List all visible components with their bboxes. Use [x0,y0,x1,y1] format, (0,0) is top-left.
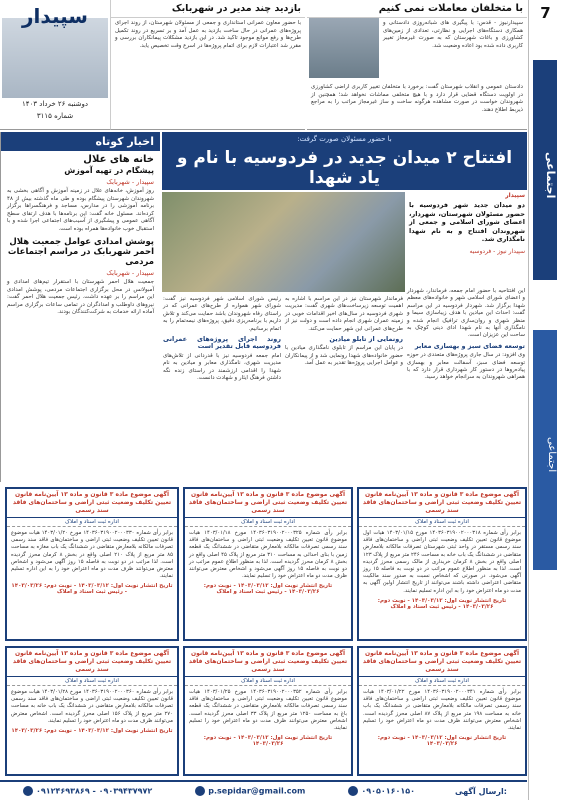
main-col2-subhead: رونمایی از تابلو میادین [329,335,403,344]
issue-date: دوشنبه ۲۶ خرداد ۱۴۰۳ [22,100,88,108]
notice-footer: تاریخ انتشار نوبت اول: ۱۴۰۳/۰۳/۱۲ - نوبت دوم: ۱۴۰۳/۰۳/۲۶ - رئیس ثبت اسناد و املاک [203,583,333,596]
legal-notice[interactable] [183,487,353,641]
notice-header: آگهی موضوع ماده ۳ قانون و ماده ۱۳ آیین‌نامه قانون تعیین تکلیف وضعیت ثبتی اراضی و ساختمان‌های فاقد سند رسمی [185,648,351,677]
short-news-column [0,132,160,482]
notice-footer: تاریخ انتشار نوبت اول: ۱۴۰۳/۰۳/۱۲ - نوبت دوم: ۱۴۰۳/۰۳/۲۶ [11,728,173,735]
notice-header: آگهی موضوع ماده ۳ قانون و ماده ۱۳ آیین‌نامه قانون تعیین تکلیف وضعیت ثبتی اراضی و ساختمان‌های فاقد سند رسمی [7,648,177,677]
main-col2-more: در پایان این مراسم از تابلوی نامگذاری میادین با حضور خانواده‌های شهدا رونمایی شد و از پیمانکاران و عوامل اجرایی پروژه‌ها تقدیر به عمل آمد. [285,345,403,367]
notice-subheader: اداره ثبت اسناد و املاک [185,518,351,527]
notice-header: آگهی موضوع ماده ۳ قانون و ماده ۱۳ آیین‌نامه قانون تعیین تکلیف وضعیت ثبتی اراضی و ساختمان‌های فاقد سند رسمی [185,489,351,518]
legal-notice[interactable] [357,646,527,776]
masthead [0,0,110,130]
page-footer [0,780,527,800]
notice-body: برابر رأی شماره ۱۴۰۳۶۰۳۱۹۰۰۲۰۰۰۳۶۰ مورخ ۱۴۰۳/۰۱/۲۸ هیات موضوع قانون تعیین تکلیف وضعیت ثبتی اراضی و ساختمان‌های فاقد سند رسمی تصرفات مالکانه بلامعارض متقاضی در ششدانگ یک باب خانه به مساحت ۲۷۰ متر مربع از پلاک ۱۵۶ اصلی محرز گردیده است. اشخاص معترض می‌توانند ظرف مدت دو ماه اعتراض خود را تسلیم نمایند. [11,689,173,724]
short-news-title[interactable]: خانه های علال [83,154,154,165]
notice-body: برابر رأی شماره ۱۴۰۳۶۰۳۱۹۰۰۲۰۰۰۳۴۱ مورخ ۱۴۰۳/۰۱/۲۲ هیات موضوع قانون تعیین تکلیف وضعیت ثبتی اراضی و ساختمان‌های فاقد سند رسمی تصرفات مالکانه بلامعارض متقاضی در ششدانگ یک باب خانه به مساحت ۱۹۸ متر مربع از پلاک ۸۷ اصلی محرز گردیده است. اشخاص معترض می‌توانند ظرف مدت دو ماه اعتراض خود را تسلیم نمایند. [363,689,521,732]
main-lead-text: دو میدان جدید شهر فردوسیه با حضور مسئولان شهرستان، شهردار، اعضای شورای اسلامی و جمعی از شهروندان افتتاح و به نام شهدا نامگذاری شد. [409,201,525,243]
mid-news-body: با حضور معاون عمرانی استانداری و جمعی از مسئولان شهرستان، از روند اجرای پروژه‌های عمرانی در حال ساخت بازدید به عمل آمد و بر تسریع در روند تکمیل طرح‌ها و رفع موانع موجود تاکید شد. در این بازدید مشکلات پیمانکاران بررسی و مقرر شد اعتبارات لازم برای اتمام پروژه‌ها در اسرع وقت تخصیص یابد. [115,20,301,49]
legal-notice[interactable] [5,646,179,776]
notice-body: برابر رأی شماره ۱۴۰۳۶۰۳۱۹۰۰۲۰۰۰۳۱۸ مورخ ۱۴۰۳/۰۱/۱۵ هیات اول موضوع قانون تعیین تکلیف وضعیت ثبتی اراضی و ساختمان‌های فاقد سند رسمی مستقر در واحد ثبتی شهرستان تصرفات مالکانه بلامعارض متقاضی در ششدانگ یک باب خانه به مساحت ۲۴۶ متر مربع از پلاک ۱۲۳ اصلی واقع در بخش ۸ کرمان خریداری از مالک رسمی محرز گردیده است. لذا به منظور اطلاع عموم مراتب در دو نوبت به فاصله ۱۵ روز آگهی می‌شود. در صورتی که اشخاص نسبت به صدور سند مالکیت متقاضی اعتراضی داشته باشند می‌توانند از تاریخ انتشار اولین آگهی به مدت دو ماه اعتراض خود را به این اداره تسلیم نمایند. [363,530,521,594]
main-story-column-3 [163,296,281,483]
notice-footer: تاریخ انتشار نوبت اول: ۱۴۰۳/۰۳/۱۲ - نوبت دوم: ۱۴۰۳/۰۳/۲۶ - رئیس ثبت اسناد و املاک [11,583,173,596]
short-news-body: روز آموزش، خانه‌های علال در زمینه آموزش و آگاهی بخشی به شهروندان شهرستان پیشگام بوده و طی ماه گذشته بیش از ۴۸ برنامه آموزشی را در مدارس، مساجد و فرهنگسراها برگزار کرده‌اند. مسئول خانه گفت: این برنامه‌ها با هدف ارتقای سطح آگاهی عمومی و پیشگیری از آسیب‌های اجتماعی اجرا شده و با استقبال خوب خانواده‌ها همراه بوده است. [7,188,154,232]
section-label: اجتماعی [533,60,557,280]
notice-subheader: اداره ثبت اسناد و املاک [359,677,525,686]
notice-body: برابر رأی شماره ۱۴۰۳۶۰۳۱۹۰۰۲۰۰۰۳۲۵ مورخ ۱۴۰۳/۰۱/۱۸ هیات موضوع قانون تعیین تکلیف وضعیت ثبتی اراضی و ساختمان‌های فاقد سند رسمی تصرفات مالکانه بلامعارض متقاضی در ششدانگ یک قطعه زمین با بنای احداثی به مساحت ۳۱۰ متر مربع از پلاک ۴۵ اصلی واقع در بخش ۸ کرمان محرز گردیده است. لذا به منظور اطلاع عموم مراتب در دو نوبت به فاصله ۱۵ روز آگهی می‌شود و اشخاص معترض می‌توانند ظرف مدت دو ماه اعتراض خود را تسلیم نمایند. [189,530,347,580]
notice-header: آگهی موضوع ماده ۳ قانون و ماده ۱۳ آیین‌نامه قانون تعیین تکلیف وضعیت ثبتی اراضی و ساختمان‌های فاقد سند رسمی [359,648,525,677]
main-byline: سپیدار نیوز - فردوسیه [469,247,525,255]
email-icon [195,786,205,796]
notice-footer: تاریخ انتشار نوبت اول: ۱۴۰۳/۰۳/۱۲ - نوبت دوم: ۱۴۰۳/۰۳/۲۶ [203,735,333,748]
top-news-body: سپیدارنیوز - قدس: با پیگیری های شبانه‌روزی دادستانی و همکاری دستگاه‌های اجرایی و نظارتی، تعدادی از زمین‌های کشاورزی و باغات شهرستان که به صورت غیرمجاز تغییر کاربری داده شده بود اعاده وضعیت شد. [383,20,523,49]
short-news-byline-2: سپیدار - شهربابک [106,269,154,277]
main-lead [407,192,527,284]
main-col3-subhead: روند اجرای پروژه‌های عمرانی فردوسیه قابل تقدیر است [163,335,281,351]
notice-subheader: اداره ثبت اسناد و املاک [185,677,351,686]
main-headline[interactable]: افتتاح ۲ میدان جدید در فردوسیه با نام و یاد شهدا [176,148,513,188]
notice-subheader: اداره ثبت اسناد و املاک [7,518,177,527]
top-news-article [307,0,527,130]
short-news-body-2: جمعیت هلال احمر شهرستان با استقرار تیم‌های امدادی و آمبولانس در محل برگزاری اجتماعات مردمی، پوشش امدادی این مراسم را بر عهده داشت. رئیس جمعیت هلال احمر گفت: نیروهای داوطلب و امدادگران در تمامی ساعات برگزاری مراسم آماده ارائه خدمات به شرکت‌کنندگان بودند. [7,279,154,315]
notice-subheader: اداره ثبت اسناد و املاک [359,518,525,527]
footer-email[interactable]: p.sepidar@gmail.com [192,786,305,796]
notice-subheader: اداره ثبت اسناد و املاک [7,677,177,686]
notice-body: برابر رأی شماره ۱۴۰۳۶۰۳۱۹۰۰۲۰۰۰۳۳۰ مورخ ۱۴۰۳/۰۱/۲۰ هیات موضوع قانون تعیین تکلیف وضعیت ثبتی اراضی و ساختمان‌های فاقد سند رسمی تصرفات مالکانه بلامعارض متقاضی در ششدانگ یک باب مغازه به مساحت ۸۵ متر مربع از پلاک ۲۱۰ اصلی واقع در بخش ۸ کرمان محرز گردیده است. لذا مراتب در دو نوبت به فاصله ۱۵ روز آگهی می‌شود و اشخاص معترض می‌توانند ظرف مدت دو ماه اعتراض خود را به این اداره تسلیم نمایند. [11,530,173,580]
section-label-secondary: اجتماعی [533,330,557,570]
main-col3-text: رئیس شورای اسلامی شهر فردوسیه نیز گفت: شورای شهر همواره از طرح‌های عمرانی که در راستای رفاه شهروندان باشد حمایت می‌کند و تلاش داریم با برنامه‌ریزی دقیق، پروژه‌های نیمه‌تمام را به اتمام برسانیم. [163,296,281,332]
short-news-band: اخبار کوتاه [1,132,160,151]
main-col1-more: وی افزود: در سال جاری پروژه‌های متعددی در حوزه توسعه فضای سبز، آسفالت معابر و بهسازی پیاده‌روها در دستور کار شهرداری قرار دارد که با همراهی شهروندان به سرانجام خواهد رسید. [407,352,525,381]
legal-notice[interactable] [183,646,353,776]
main-story-photo [162,192,405,292]
phone-icon [23,786,33,796]
notice-body: برابر رأی شماره ۱۴۰۳۶۰۳۱۹۰۰۲۰۰۰۳۵۲ مورخ ۱۴۰۳/۰۱/۲۵ هیات موضوع قانون تعیین تکلیف وضعیت ثبتی اراضی و ساختمان‌های فاقد سند رسمی تصرفات مالکانه بلامعارض متقاضی در ششدانگ یک قطعه باغ به مساحت ۱۲۵۰ متر مربع از پلاک ۳۳ اصلی محرز گردیده است. اشخاص معترض می‌توانند ظرف مدت دو ماه اعتراض خود را تسلیم نمایند. [189,689,347,732]
footer-label: ارسال آگهی: [455,786,507,796]
main-col1-text: این افتتاحیه با حضور امام جمعه، فرماندار، شهردار و اعضای شورای اسلامی شهر و خانواده‌های معظم شهدا برگزار شد. شهردار فردوسیه در این مراسم گفت: احداث این میادین با هدف زیباسازی سیما و منظر شهری و روان‌سازی ترافیک انجام شده و نامگذاری آنها به نام شهدا ادای دینی کوچک به ساحت این عزیزان است. [407,288,525,339]
masthead-photo [2,18,108,98]
page-number: 7 [540,4,551,22]
main-headline-banner [162,132,527,190]
short-news-byline: سپیدار - شهربابک [106,178,154,186]
main-kicker: با حضور مسئولان صورت گرفت: [297,135,392,143]
mid-news-article [110,0,305,130]
section-strip [528,0,561,800]
notice-header: آگهی موضوع ماده ۳ قانون و ماده ۱۳ آیین‌نامه قانون تعیین تکلیف وضعیت ثبتی اراضی و ساختمان‌های فاقد سند رسمی [7,489,177,518]
notice-footer: تاریخ انتشار نوبت اول: ۱۴۰۳/۰۳/۱۲ - نوبت دوم: ۱۴۰۳/۰۳/۲۶ - رئیس ثبت اسناد و املاک [377,597,507,610]
main-col1-subhead: توسعه فضای سبز و بهسازی معابر [414,341,525,350]
main-col2-text: فرماندار شهرستان نیز در این مراسم با اشاره به اهمیت توسعه زیرساخت‌های شهری گفت: مدیریت شهری فردوسیه در سال‌های اخیر اقدامات خوبی در زمینه عمران شهری انجام داده است و دولت نیز از طرح‌های عمرانی این شهر حمایت می‌کند. [285,296,403,332]
mid-news-headline[interactable]: بازدید چند مدیر در شهربابک [111,0,305,18]
short-news-subtitle: پیشگام در تهیه آموزش [64,166,154,175]
top-news-photo [309,18,379,78]
footer-phone-2[interactable]: ۰۹۱۲۴۶۹۳۸۶۹ - ۰۹۰۳۹۴۳۷۹۷۲ [20,786,152,796]
legal-notice[interactable] [357,487,527,641]
footer-phone-1[interactable]: ۰۹۰۵۰۱۶۰۱۵۰ [345,786,415,796]
notice-footer: تاریخ انتشار نوبت اول: ۱۴۰۳/۰۳/۱۲ - نوبت دوم: ۱۴۰۳/۰۳/۲۶ [377,735,507,748]
phone-icon [348,786,358,796]
newspaper-logo: سپیدار [22,4,88,28]
main-lead-label: سپیدار [505,192,525,199]
short-news-title-2[interactable]: پوشش امدادی عوامل جمعیت هلال احمر شهربابک در مراسم اجتماعات مردمی [7,237,154,267]
top-news-headline[interactable]: با متخلفان معاملات نمی کنیم [307,0,527,18]
main-story-column-1 [407,288,525,483]
issue-number: شماره ۳۱۱۵ [36,112,74,120]
legal-notice[interactable] [5,487,179,641]
notice-header: آگهی موضوع ماده ۳ قانون و ماده ۱۳ آیین‌نامه قانون تعیین تکلیف وضعیت ثبتی اراضی و ساختمان‌های فاقد سند رسمی [359,489,525,518]
top-news-body-more: دادستان عمومی و انقلاب شهرستان گفت: برخورد با متخلفان تغییر کاربری اراضی کشاورزی در اولویت دستگاه قضایی قرار دارد و با هیچ متخلفی مماشات نخواهد شد؛ همچنین از شهروندان خواست در صورت مشاهده هرگونه ساخت و ساز غیرمجاز مراتب را به مراجع ذیربط اطلاع دهند. [311,84,523,113]
main-story-column-2 [285,296,403,483]
main-col3-more: امام جمعه فردوسیه نیز با قدردانی از تلاش‌های مدیریت شهری، نامگذاری معابر و میادین به نام شهدا را اقدامی ارزشمند در راستای زنده نگه داشتن فرهنگ ایثار و شهادت دانست. [163,352,281,382]
